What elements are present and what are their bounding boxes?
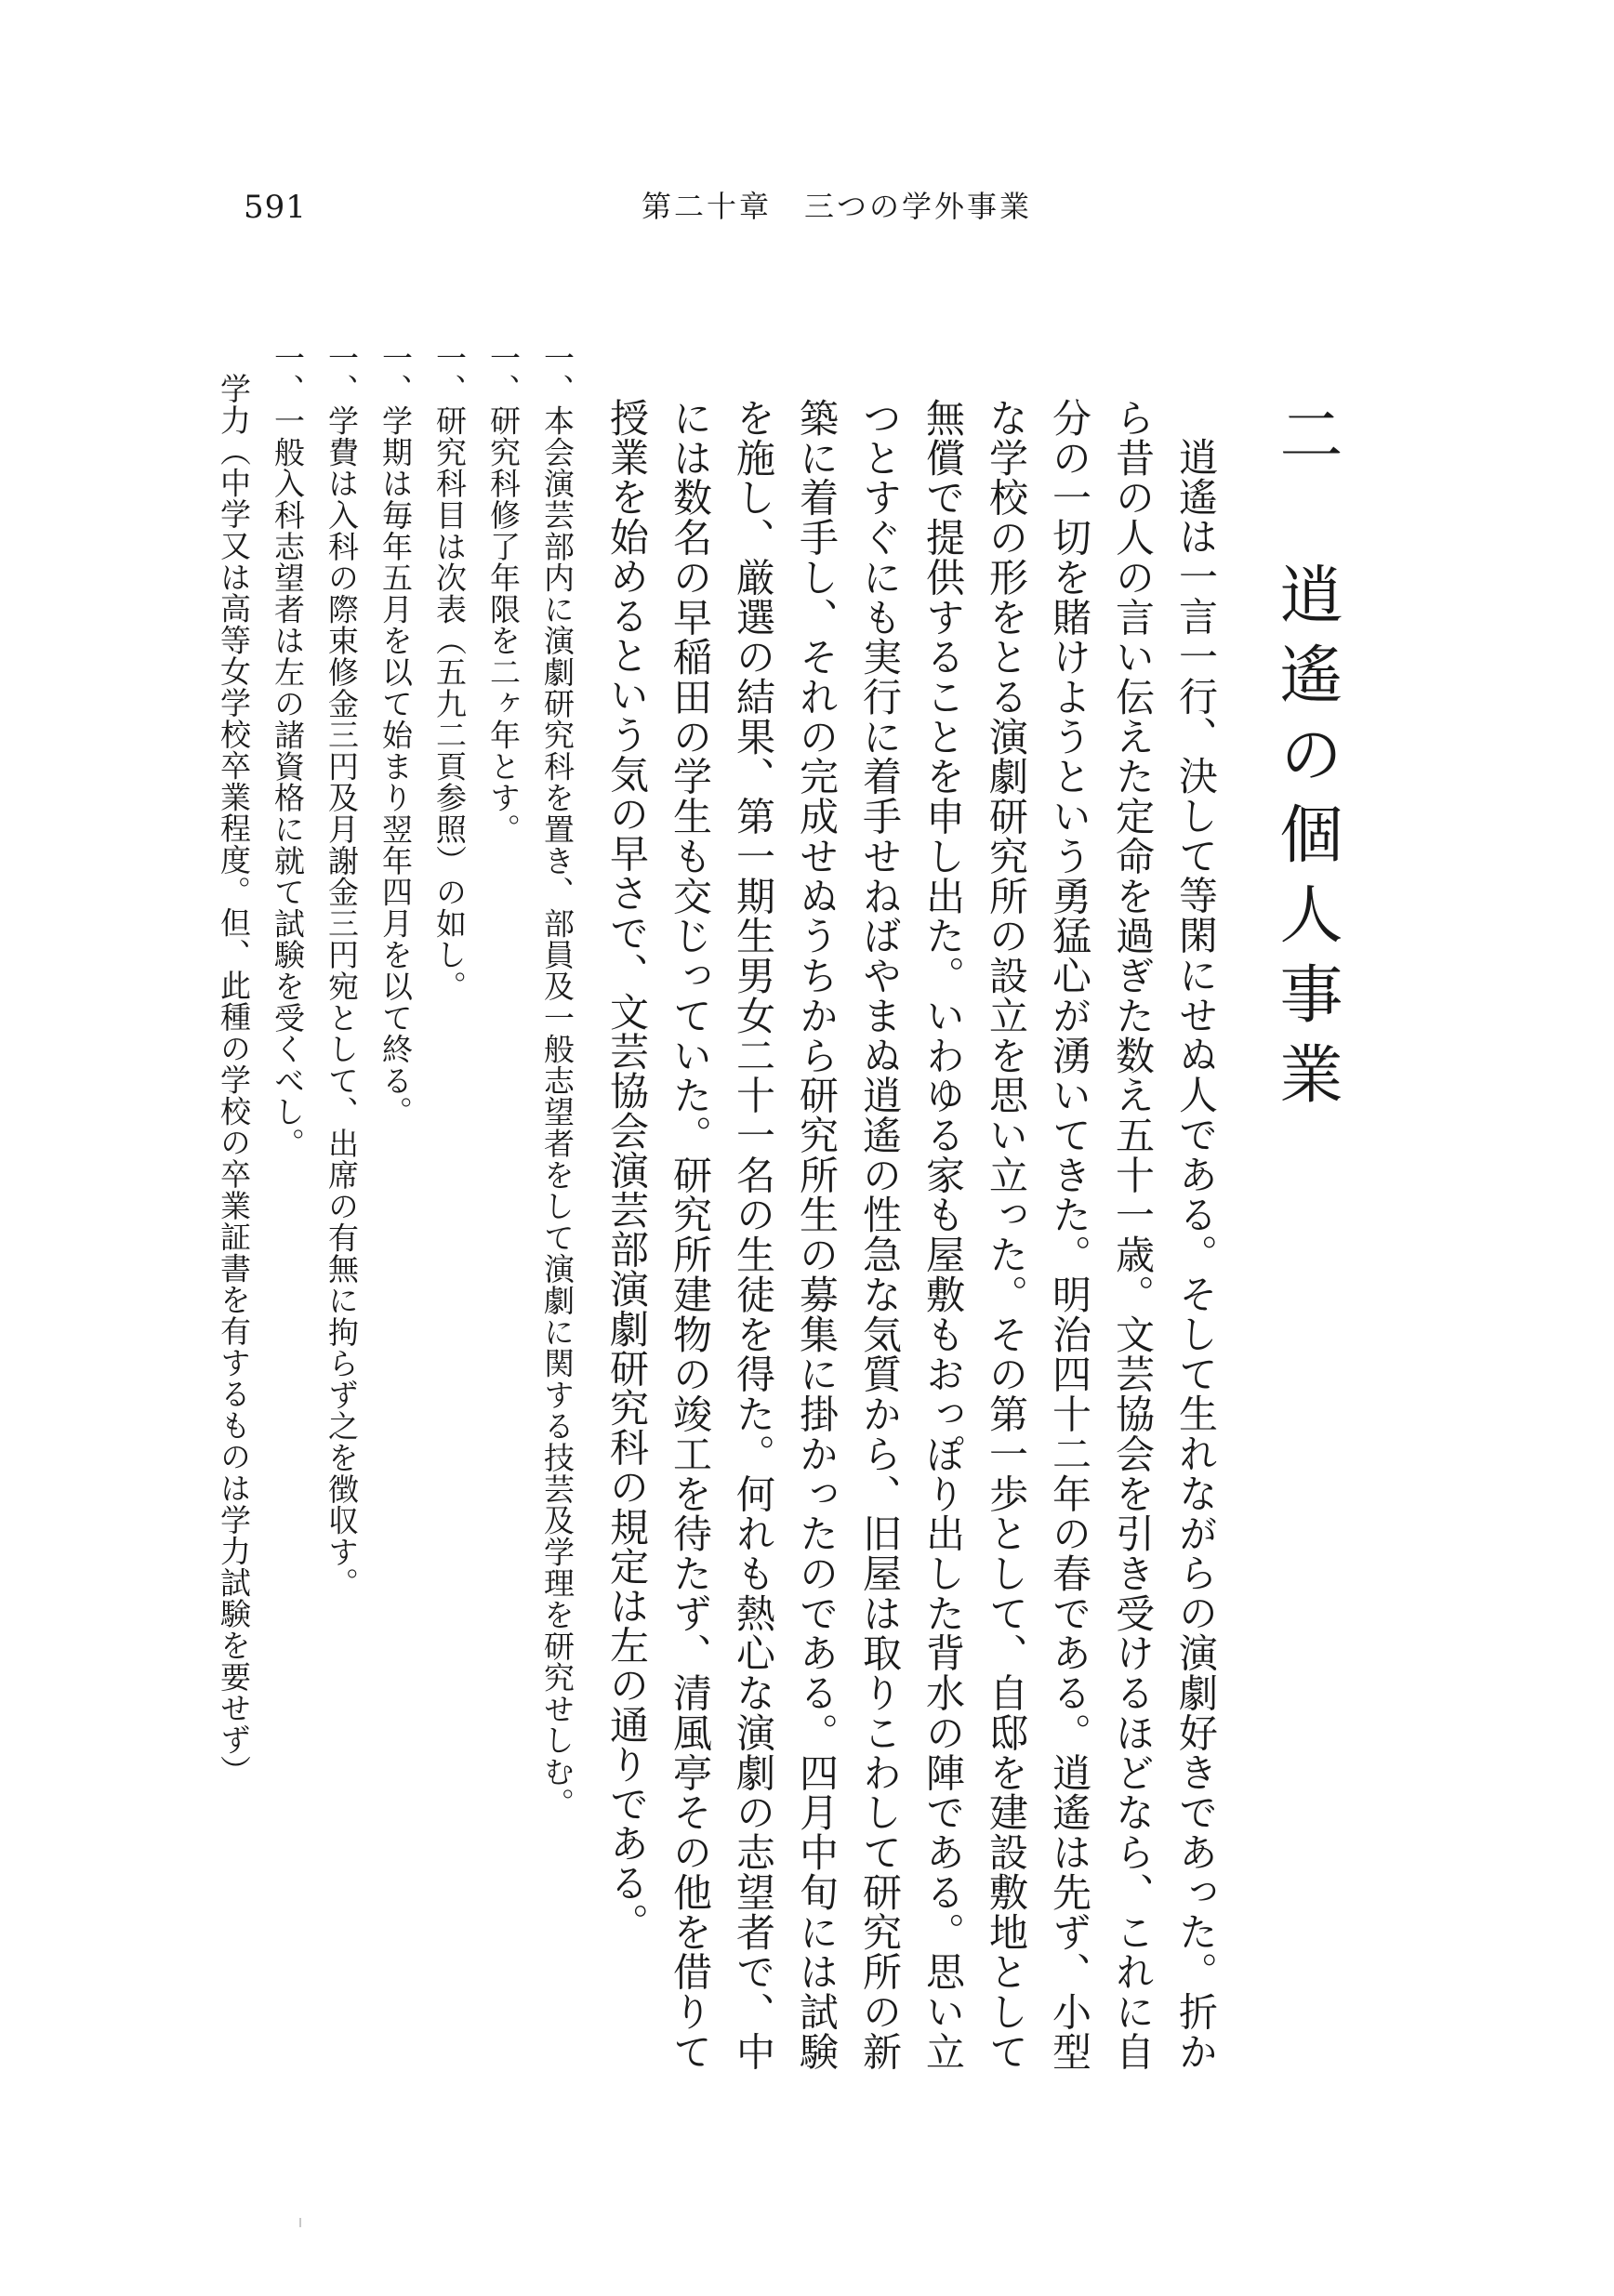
body-text — [604, 398, 1227, 2071]
rule-item-6: 一、一般入科志望者は左の諸資格に就て試験を受くべし。 — [270, 342, 306, 1159]
rule-item-1: 一、本会演芸部内に演劇研究科を置き、部員及一般志望者をして演劇に関する技芸及学理を研究せしむ。 — [539, 342, 575, 1819]
rule-item-5: 一、学費は入科の際束修金三円及月謝金三円宛として、出席の有無に拘らず之を徴収す。 — [324, 342, 360, 1599]
rule-item-2: 一、研究科修了年限を二ヶ年とす。 — [485, 342, 522, 845]
rule-item-4: 一、学期は毎年五月を以て始まり翌年四月を以て終る。 — [377, 342, 414, 1128]
section-title: 二 逍遙の個人事業 — [1269, 402, 1343, 1121]
rule-note: 学力（中学又は高等女学校卒業程度。但、此種の学校の卒業証書を有するものは学力試験を要せず） — [216, 373, 252, 1787]
scan-mark — [299, 2218, 301, 2227]
body-paragraph: 逍遙は一言一行、決して等閑にせぬ人である。そして生れながらの演劇好きであった。折から昔の人の言い伝えた定命を過ぎた数え五十一歳。文芸協会を引き受けるほどなら、これに自分の一切を賭けようという勇猛心が湧いてきた。明治四十二年の春である。逍遙は先ず、小型な学校の形をとる演劇研究所の設立を思い立った。その第一歩として、自邸を建設敷地として無償で提供することを申し出た。いわゆる家も屋敷もおっぽり出した背水の陣である。思い立つとすぐにも実行に着手せねばやまぬ逍遙の性急な気質から、旧屋は取りこわして研究所の新築に着手し、それの完成せぬうちから研究所生の募集に掛かったのである。四月中旬には試験を施し、厳選の結果、第一期生男女二十一名の生徒を得た。何れも熱心な演劇の志望者で、中には数名の早稲田の学生も交じっていた。研究所建物の竣工を待たず、清風亭その他を借りて授業を始めるという気の早さで、文芸協会演芸部演劇研究科の規定は左の通りである。 — [604, 398, 1219, 2071]
page-number: 591 — [244, 189, 307, 226]
rule-item-3: 一、研究科目は次表（五九二頁参照）の如し。 — [431, 342, 468, 1002]
rules-list — [203, 342, 584, 1941]
running-header: 第二十章 三つの学外事業 — [642, 189, 1033, 224]
